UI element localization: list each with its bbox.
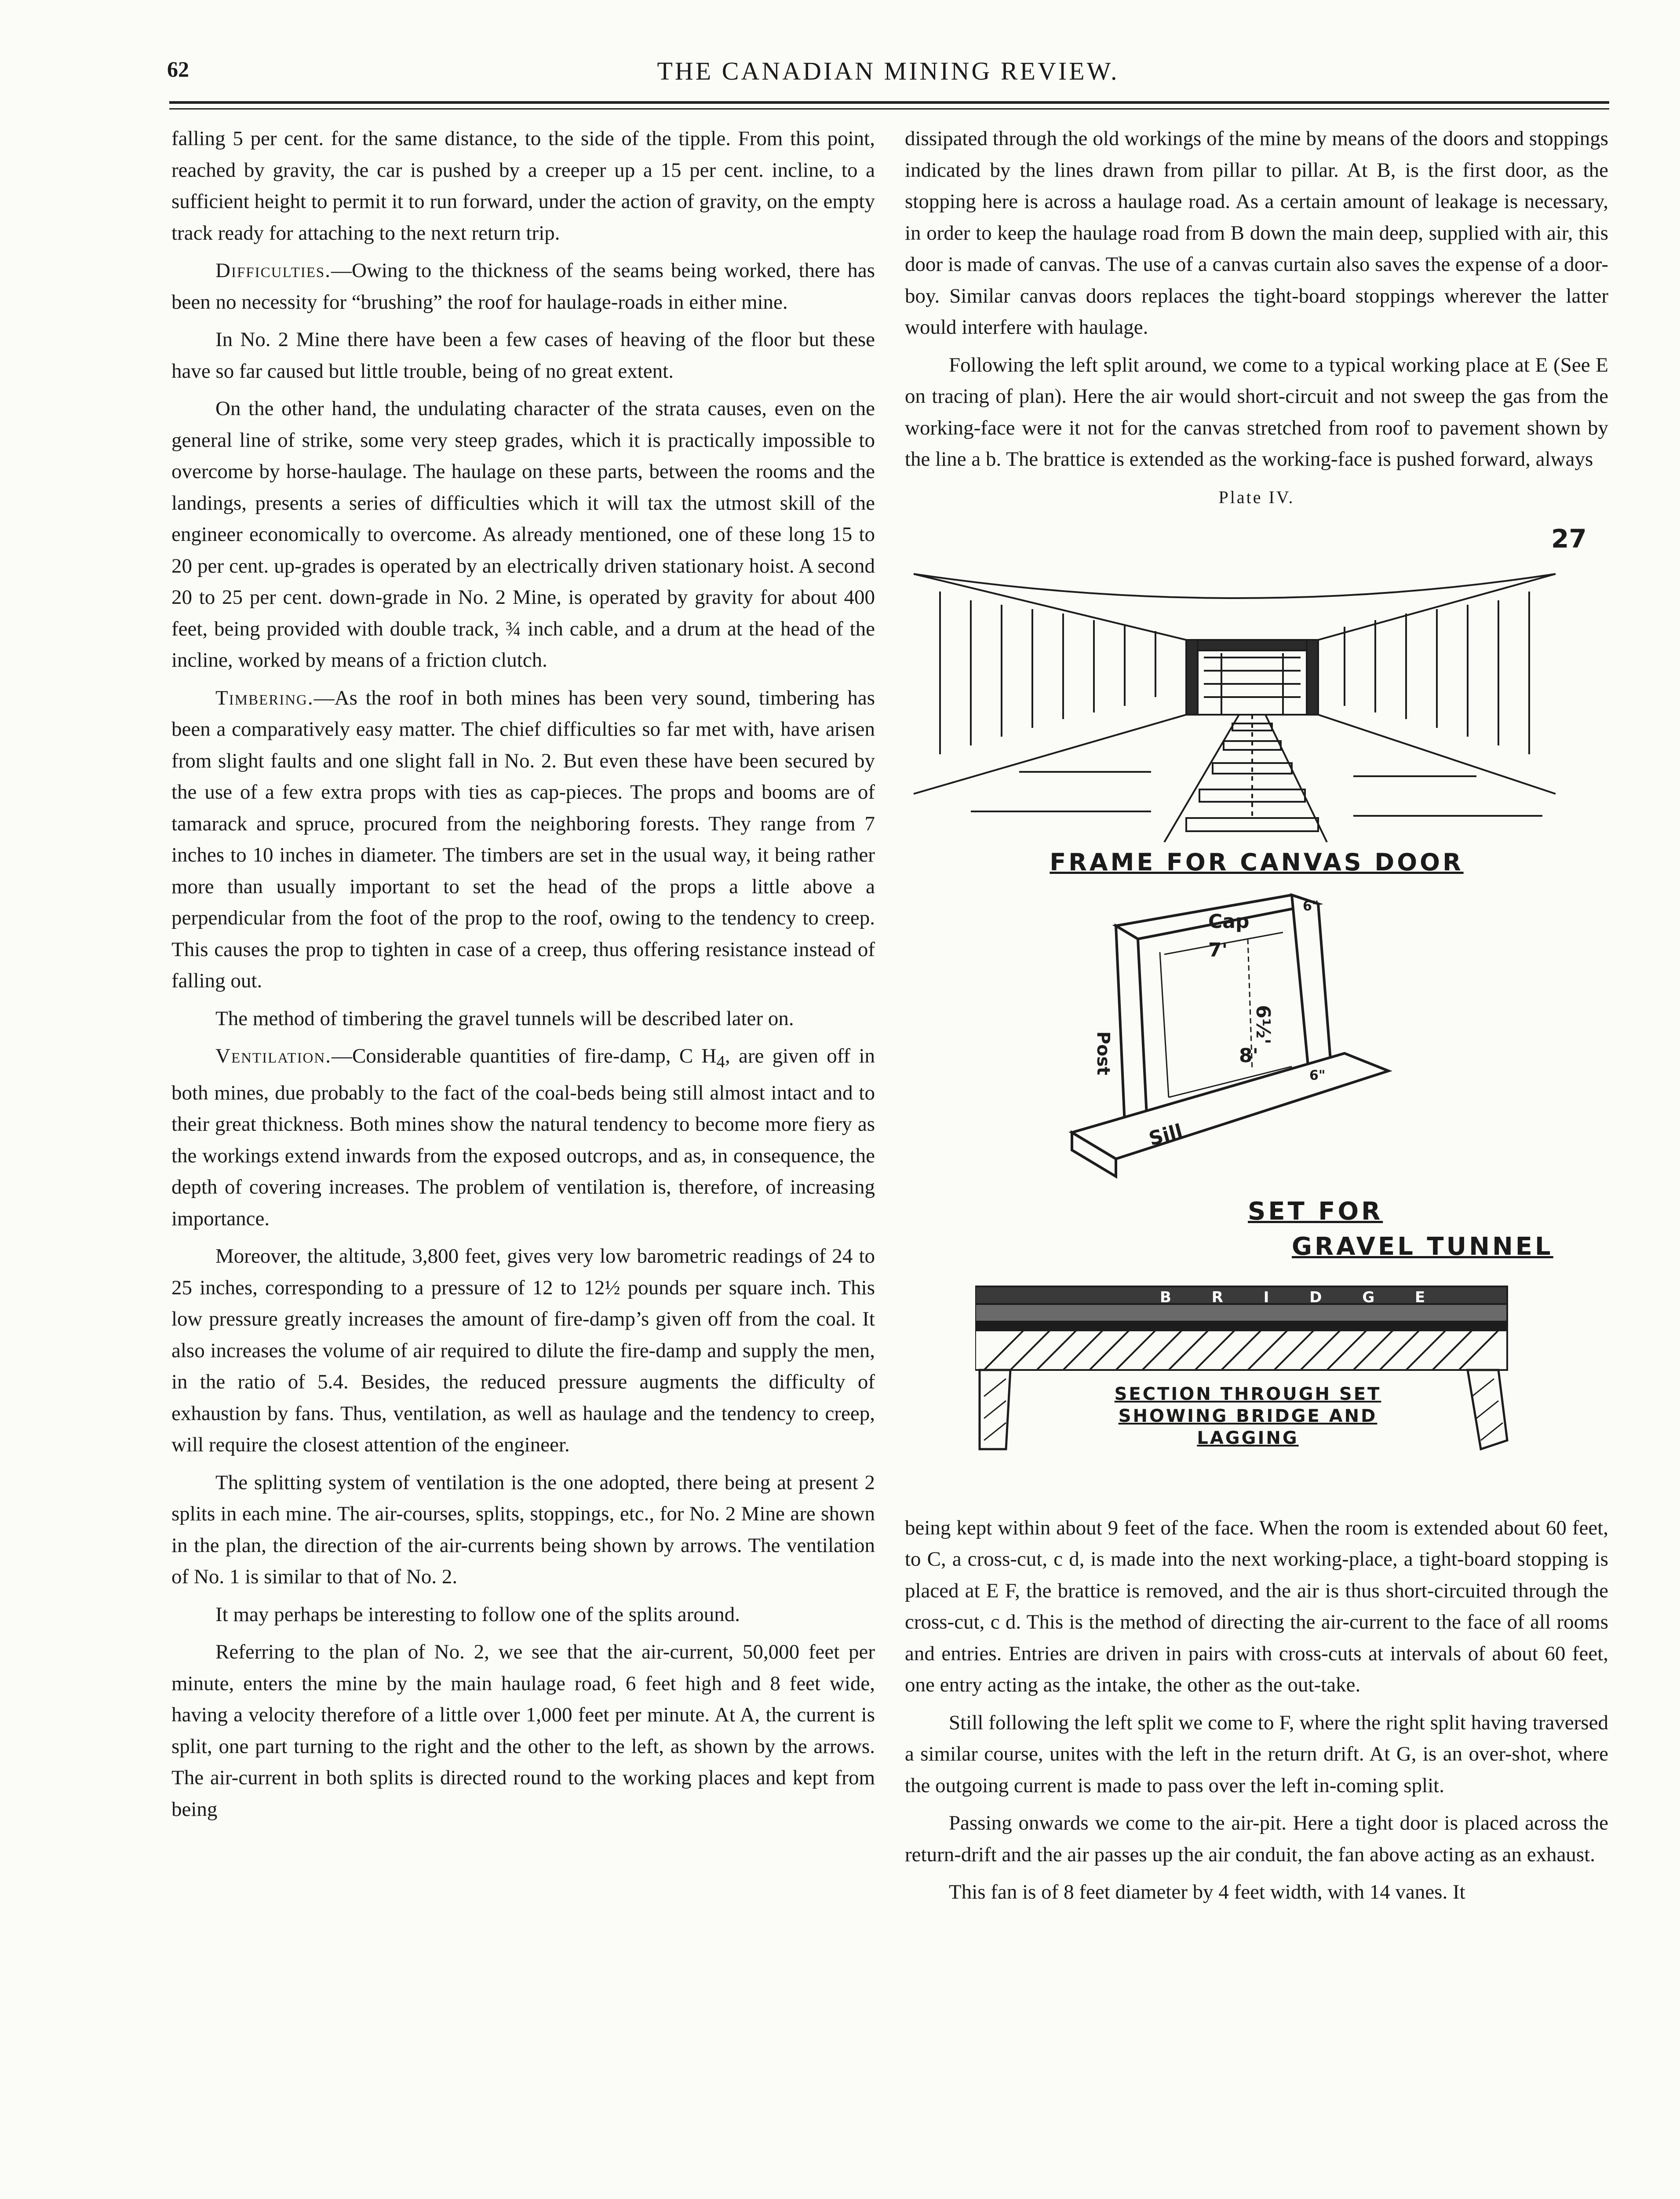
caption-line: LAGGING	[1197, 1428, 1299, 1448]
right-column	[905, 123, 1608, 1914]
figure-1-caption: FRAME FOR CANVAS DOOR	[1050, 848, 1464, 876]
figure-set-for-gravel-tunnel	[1063, 886, 1503, 1185]
section-heading: Timbering.	[215, 686, 314, 709]
figure-2-caption	[1230, 1194, 1582, 1264]
caption-line: SET FOR	[1248, 1197, 1383, 1226]
caption-line: SHOWING BRIDGE AND	[1118, 1406, 1378, 1426]
paragraph: It may perhaps be interesting to follow one of the splits around.	[215, 1603, 740, 1626]
paragraph-text: —As the roof in both mines has been very sound, timbering has been a comparatively easy matter. The chief difficulties so far met with, have arisen from slight faults and one slight fall in No. 2. But even these have been secured by the use of a few extra props with ties as cap-pieces. The props and booms are of tamarack and spruce, procured from the neighboring forests. They range from 7 inches to 10 inches in diameter. The timbers are set in the usual way, it being rather more than usually important to set the head of the props a little above a perpendicular from the foot of the prop to the roof, owing to the tendency to creep. This causes the prop to tighten in case of a creep, thus offering resistance instead of falling out.	[171, 686, 875, 992]
dimension-top: 7'	[1208, 939, 1228, 961]
section-heading: Ventilation.	[215, 1045, 332, 1067]
plate-iv-figure-group	[905, 482, 1608, 1502]
paragraph: Following the left split around, we come to a typical working place at E (See E on tracing of plan). Here the air would short-circuit and not sweep the gas from the working-face were it not for the canvas stretched from roof to pavement shown by the line a b. The brattice is extended as the working-face is pushed forward, always	[905, 353, 1608, 471]
label-post: Post	[1093, 1031, 1113, 1075]
paragraph: being kept within about 9 feet of the face. When the room is extended about 60 feet, to C, a cross-cut, c d, is made into the next working-place, a tight-board stopping is placed at E F, the brattice is removed, and the air is thus short-circuited through the cross-cut, c d. This is the method of directing the air-current to the face of all rooms and entries. Entries are driven in pairs with cross-cuts at intervals of about 60 feet, one entry acting as the intake, the other as the out-take.	[905, 1516, 1608, 1696]
paragraph: Moreover, the altitude, 3,800 feet, gives very low barometric readings of 24 to 25 inches, corresponding to a pressure of 12 to 12½ pounds per square inch. This low pressure greatly increases the amount of fire-damp’s given off from the coal. It also increases the volume of air required to dilute the fire-damp and supply the men, in the ratio of 5.4. Besides, the reduced pressure augments the difficulty of exhaustion by fans. Thus, ventilation, as well as haulage and the tendency to creep, will require the closest attention of the engineer.	[171, 1245, 875, 1457]
paragraph: In No. 2 Mine there have been a few cases of heaving of the floor but these have so far caused but little trouble, being of no great extent.	[171, 328, 875, 383]
paragraph-text: —Owing to the thickness of the seams being worked, there has been no necessity for “brushing” the roof for haulage-roads in either mine.	[171, 259, 875, 314]
paragraph: dissipated through the old workings of the mine by means of the doors and stoppings indicated by the lines drawn from pillar to pillar. At B, is the first door, as the stopping here is across a haulage road. As a certain amount of leakage is necessary, in order to keep the haulage road from B down the main deep, supplied with air, this door is made of canvas. The use of a canvas curtain also saves the expense of a door-boy. Similar canvas doors replaces the tight-board stoppings wherever the latter would interfere with haulage.	[905, 127, 1608, 339]
label-cap: Cap	[1208, 910, 1250, 933]
paragraph: On the other hand, the undulating character of the strata causes, even on the general line of strike, some very steep grades, which it is practically impossible to overcome by horse-haulage. The haulage on these parts, between the rooms and the landings, presents a series of difficulties which it will tax the utmost skill of the engineer economically to overcome. As already mentioned, one of these long 15 to 20 per cent. up-grades is operated by an electrically driven stationary hoist. A second 20 to 25 per cent. down-grade in No. 2 Mine, is operated by gravity for about 400 feet, being provided with double track, ¾ inch cable, and a drum at the head of the incline, worked by means of a friction clutch.	[171, 397, 875, 672]
paragraph: This fan is of 8 feet diameter by 4 feet width, with 14 vanes. It	[949, 1881, 1465, 1903]
label-sill: Sill	[1146, 1119, 1185, 1151]
left-column	[171, 123, 875, 1831]
header-rule-thick	[169, 101, 1609, 104]
header-rule-thin	[169, 108, 1609, 110]
running-title: THE CANADIAN MINING REVIEW.	[657, 57, 1119, 85]
dimension-bottom: 8'	[1239, 1044, 1259, 1067]
figure-mark: 27	[1551, 523, 1587, 554]
page-number: 62	[167, 57, 189, 81]
paragraph: Referring to the plan of No. 2, we see that the air-current, 50,000 feet per minute, enters the mine by the main haulage road, 6 feet high and 8 feet wide, having a velocity therefore of a little over 1,000 feet per minute. At A, the current is split, one part turning to the right and the other to the left, as shown by the arrows. The air-current in both splits is directed round to the working places and kept from being	[171, 1640, 875, 1821]
paragraph: The splitting system of ventilation is the one adopted, there being at present 2 splits in each mine. The air-courses, splits, stoppings, etc., for No. 2 Mine are shown in the plan, the direction of the air-currents being shown by arrows. The ventilation of No. 1 is similar to that of No. 2.	[171, 1471, 875, 1589]
section-heading: Difficulties.	[215, 259, 332, 282]
dimension-height: 6½'	[1252, 1005, 1274, 1045]
subscript: 4	[716, 1052, 725, 1071]
dimension-cap-depth: 6"	[1303, 898, 1319, 914]
roof-line	[914, 574, 1556, 598]
figure-frame-for-canvas-door	[905, 508, 1608, 842]
paragraph: Passing onwards we come to the air-pit. Here a tight door is placed across the return-drift and the air passes up the air conduit, the fan above acting as an exhaust.	[905, 1812, 1608, 1866]
dimension-sill-depth: 6"	[1309, 1067, 1326, 1083]
paragraph-ventilation	[171, 1041, 875, 1235]
paragraph-timbering	[171, 683, 875, 997]
plate-title: Plate IV.	[1218, 487, 1295, 507]
bridge-letters: B R I D G E	[1160, 1288, 1443, 1306]
paragraph: Still following the left split we come to F, where the right split having traversed a similar course, unites with the left in the return drift. At G, is an over-shot, where the outgoing current is made to pass over the left in-coming split.	[905, 1711, 1608, 1797]
caption-line: GRAVEL TUNNEL	[1292, 1232, 1553, 1261]
paragraph-difficulties	[171, 255, 875, 318]
paragraph-text: , are given off in both mines, due probably to the fact of the coal-beds being still almost intact and to their great thickness. Both mines show the natural tendency to become more fiery as the workings extend inwards from the exposed outcrops, and as, in consequence, the depth of covering increases. The problem of ventilation is, therefore, of increasing importance.	[171, 1045, 875, 1230]
paragraph: The method of timbering the gravel tunnels will be described later on.	[215, 1007, 794, 1030]
paragraph-text: —Considerable quantities of fire-damp, C H	[331, 1045, 717, 1067]
paragraph: falling 5 per cent. for the same distance, to the side of the tipple. From this point, reached by gravity, the car is pushed by a creeper up a 15 per cent. incline, to a sufficient height to permit it to run forward, under the action of gravity, on the empty track ready for attaching to the next return trip.	[171, 127, 875, 245]
figure-3-caption	[1015, 1383, 1481, 1449]
caption-line: SECTION THROUGH SET	[1114, 1384, 1381, 1404]
